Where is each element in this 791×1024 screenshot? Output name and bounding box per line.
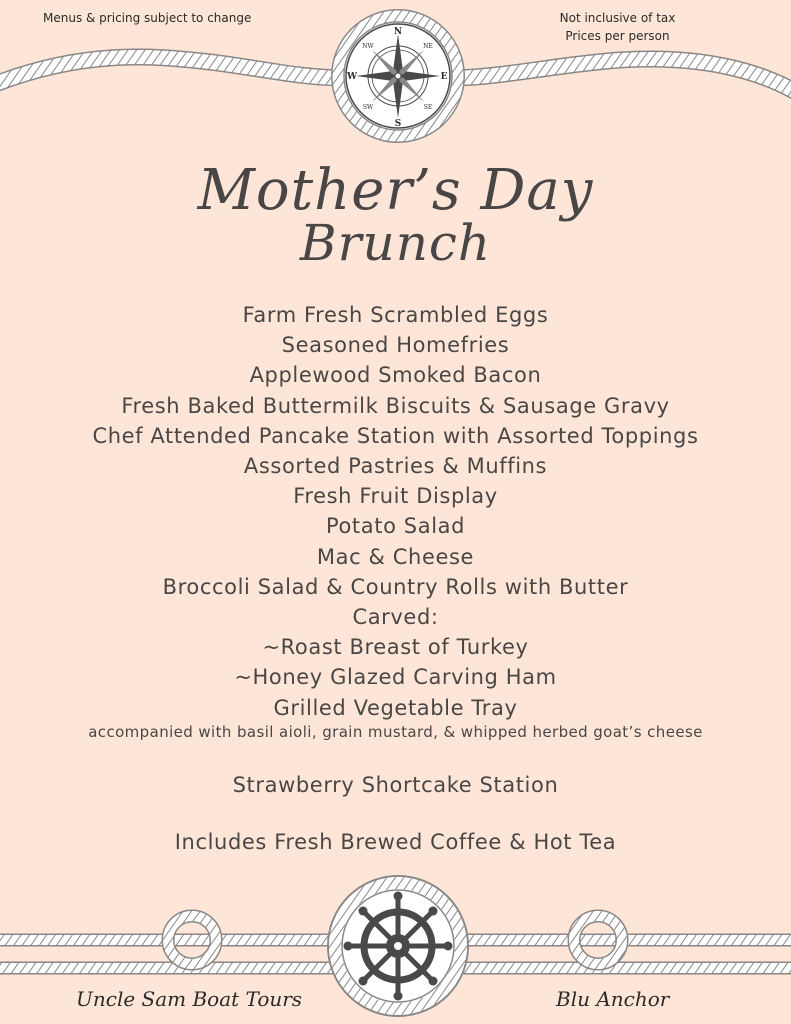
menu-item: Fresh Baked Buttermilk Biscuits & Sausage Gravy xyxy=(121,393,670,418)
menu-item: Broccoli Salad & Country Rolls with Butter xyxy=(162,574,629,599)
compass-se: SE xyxy=(423,104,433,111)
menu-item: Carved: xyxy=(352,605,439,630)
menu-item: ~Roast Breast of Turkey xyxy=(262,635,529,660)
compass-ne: NE xyxy=(423,43,433,50)
menu-item: Fresh Fruit Display xyxy=(293,484,498,509)
menu-item: Farm Fresh Scrambled Eggs xyxy=(242,303,549,327)
menu-list xyxy=(0,300,791,723)
compass-nw: NW xyxy=(362,43,374,50)
menu-item: Chef Attended Pancake Station with Assorted Toppings xyxy=(92,423,699,448)
menu-item: Assorted Pastries & Muffins xyxy=(243,454,548,479)
tax-note-line1: Not inclusive of tax xyxy=(559,11,676,25)
menu-item: Applewood Smoked Bacon xyxy=(249,363,542,388)
beverages-note: Includes Fresh Brewed Coffee & Hot Tea xyxy=(174,830,617,854)
compass-sw: SW xyxy=(362,104,374,111)
title-line2: Brunch xyxy=(299,214,492,272)
footer-brand-right: Blu Anchor xyxy=(556,987,670,1011)
footer-brand-left: Uncle Sam Boat Tours xyxy=(76,987,303,1011)
title-line1: Mother’s Day xyxy=(197,158,594,223)
compass-n: N xyxy=(393,27,403,37)
dessert-item: Strawberry Shortcake Station xyxy=(232,773,559,797)
menu-item: Potato Salad xyxy=(325,514,466,539)
menu-item: Grilled Vegetable Tray xyxy=(273,695,518,720)
compass-w: W xyxy=(346,72,358,82)
menu-item: Seasoned Homefries xyxy=(281,333,510,358)
compass-s: S xyxy=(394,119,402,129)
ship-wheel-icon xyxy=(328,876,468,1016)
tax-note-line2: Prices per person xyxy=(565,29,670,43)
accompaniment-note: accompanied with basil aioli, grain mustard, & whipped herbed goat’s cheese xyxy=(88,723,703,741)
pricing-disclaimer: Menus & pricing subject to change xyxy=(43,11,252,25)
menu-item: Mac & Cheese xyxy=(316,544,475,569)
compass-e: E xyxy=(440,72,448,82)
compass-rose-icon xyxy=(332,10,464,142)
menu-item: ~Honey Glazed Carving Ham xyxy=(234,665,557,690)
